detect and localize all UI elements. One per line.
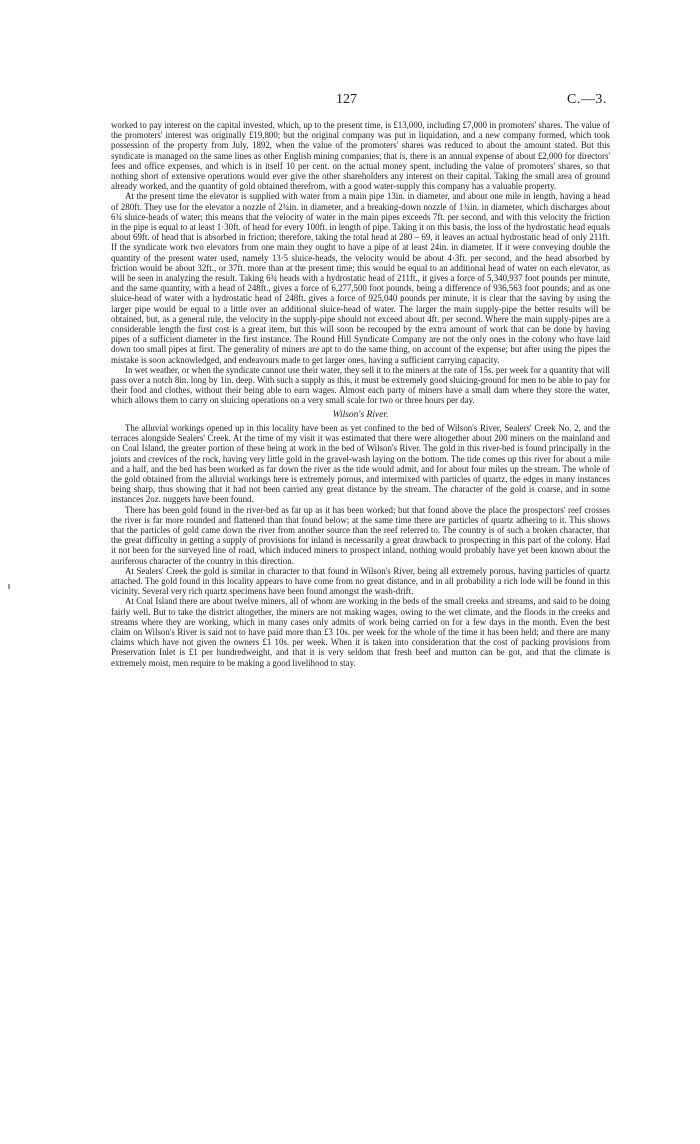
paragraph-elevator-water: At the present time the elevator is supplied with water from a main pipe 13in. in diameter, and about one mile in length, having a head of 280ft. They use for the elevator a nozzle of 2¾in. in diameter, and a breaking-down nozzle of 1¾in. in diameter, which discharges about 6¾ sluice-heads of water; this means that the velocity of water in the main pipes exceeds 7ft. per second, and with this velocity the friction in the pipe is equal to at least 1·30ft. of head for every 100ft. in length of pipe. Taking it on this basis, the loss of the hydrostatic head equals about 69ft. of head that is absorbed in friction; therefore, taking the total head at 280 – 69, it leaves an actual hydrostatic head of only 211ft. If the syndicate work two elevators from one main they ought to have a pipe of at least 24in. in diameter. If it were conveying double the quantity of the present water used, namely 13·5 sluice-heads, the velocity would be about 4·3ft. per second, and the head absorbed by friction would be about 32ft., or 37ft. more than at the present time; this would be equal to an additional head of water on each elevator, as will be seen in analyzing the result. Taking 6¾ heads with a hydrostatic head of 211ft., it gives a force of 5,340,937 foot pounds per minute, and the same quantity, with a head of 248ft., gives a force of 6,277,500 foot pounds, being a difference of 936,563 foot pounds; and as one sluice-head of water with a hydrostatic head of 248ft. gives a force of 925,040 pounds per minute, it is clear that the saving by using the larger pipe would be equal to a little over an additional sluice-head of water. The larger the main supply-pipe the better results will be obtained, but, as a general rule, the velocity in the supply-pipe should not exceed about 4ft. per second. Where the main supply-pipes are a considerable length the first cost is a great item, but this will soon be recouped by the extra amount of work that can be done by having pipes of a sufficient diameter in the first instance. The Round Hill Syndicate Company are not the only ones in the colony who have laid down too small pipes at first. The generality of miners are apt to do the same thing, on account of the expense; but after using the pipes the mistake is soon acknowledged, and endeavours made to get larger ones, having a sufficient carrying capacity. bbox=[111, 191, 610, 365]
body-text bbox=[111, 120, 610, 668]
document-reference: C.—3. bbox=[567, 92, 607, 107]
paragraph-continued: worked to pay interest on the capital invested, which, up to the present time, is £13,000, including £7,000 in promoters' shares. The value of the promoters' interest was originally £19,800; but the original company was put in liquidation, and a new company formed, which took possession of the property from July, 1892, when the value of the promoters' shares was reduced to about the amount stated. But this syndicate is managed on the same lines as other English mining companies; that is, there is an annual expense of about £2,000 for directors' fees and office expenses, and which is in itself 10 per cent. on the actual money spent, including the value of promoters' shares, so that nothing short of extensive operations would ever give the other shareholders any interest on their capital. Taking the small area of ground already worked, and the quantity of gold obtained therefrom, with a good water-supply this company has a valuable property. bbox=[111, 120, 610, 192]
paragraph-coal-island: At Coal Island there are about twelve miners, all of whom are working in the beds of the small creeks and streams, and said to be doing fairly well. But to take the district altogether, the miners are not making wages, owing to the wet climate, and the floods in the creeks and streams where they are working, which in many cases only admits of work being carried on for a few days in the month. Even the best claim on Wilson's River is said not to have paid more than £3 10s. per week for the whole of the time it has been held; and there are many claims which have not given the owners £1 10s. per week. When it is taken into consideration that the cost of packing provisions from Preservation Inlet is £1 per hundredweight, and that it is very seldom that fresh beef and mutton can be got, and that the climate is extremely moist, men require to be making a good livelihood to stay. bbox=[111, 596, 610, 668]
page-header bbox=[0, 92, 700, 112]
section-heading: Wilson's River. bbox=[332, 409, 389, 420]
paragraph-sealers-creek: At Sealers' Creek the gold is similar in character to that found in Wilson's River, being all extremely porous, having particles of quartz attached. The gold found in this locality appears to have come from no great distance, and in all probability a rich lode will be found in this vicinity. Several very rich quartz specimens have been found amongst the wash-drift. bbox=[111, 565, 610, 597]
paragraph-river-bed-gold: There has been gold found in the river-bed as far up as it has been worked; but that found above the place the prospectors' reef crosses the river is far more rounded and flattened than that found below; at the same time there are particles of quartz adhering to it. This shows that the particles of gold came down the river from another source than the reef referred to. The country is of such a broken character, that the great difficulty in getting a supply of provisions for inland is necessarily a great drawback to prospecting in this part of the colony. Had it not been for the surveyed line of road, which induced miners to prospect inland, nothing would probably have yet been known about the auriferous character of the country in this direction. bbox=[111, 504, 610, 566]
margin-mark bbox=[8, 584, 10, 589]
paragraph-wet-weather: In wet weather, or when the syndicate cannot use their water, they sell it to the miners at the rate of 15s. per week for a quantity that will pass over a notch 8in. long by 1in. deep. With such a supply as this, it must be extremely good sluicing-ground for men to be able to pay for their food and clothes, without their being able to earn wages. Almost each party of miners have a small dam where they store the water, which allows them to carry on sluicing operations on a very small scale for two or three hours per day. bbox=[111, 364, 610, 406]
page-number: 127 bbox=[336, 92, 357, 107]
paragraph-alluvial-workings: The alluvial workings opened up in this locality have been as yet confined to the bed of Wilson's River, Sealers' Creek No. 2, and the terraces alongside Sealers' Creek. At the time of my visit it was estimated that there were altogether about 200 miners on the mainland and on Coal Island, the greater portion of these being at work in the bed of Wilson's River. The gold in this river-bed is found principally in the joints and crevices of the rock, having very little gold in the gravel-wash laying on the bottom. The tide comes up this river for about a mile and a half, and the bed has been worked as far down the river as the tide would admit, and for about four miles up the stream. The whole of the gold obtained from the alluvial workings here is extremely porous, and intermixed with particles of quartz, the edges in many instances being sharp, thus showing that it had not been carried any great distance by the stream. The character of the gold is coarse, and in some instances 2oz. nuggets have been found. bbox=[111, 422, 610, 505]
